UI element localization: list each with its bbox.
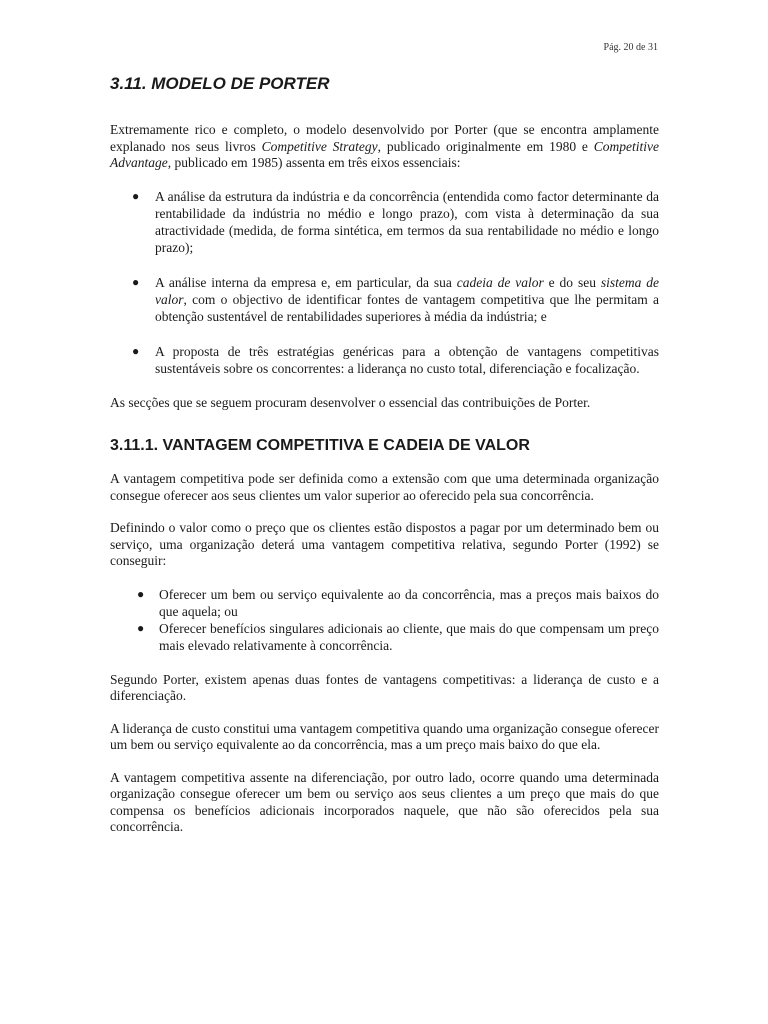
bullet-icon: ● — [137, 586, 145, 601]
list-item — [110, 188, 659, 256]
list-item-text: Oferecer um bem ou serviço equivalente ao da concorrência, mas a preços mais baixos do que aquela; ou — [159, 586, 659, 619]
paragraph: A vantagem competitiva assente na diferenciação, por outro lado, ocorre quando uma determinada organização consegue oferecer um bem ou serviço aos seus clientes a um preço que mais do que compensa os benefícios adicionais incorporados naquele, que não são oferecidos pela sua concorrência. — [110, 769, 659, 834]
list-item-text-2: e do seu — [543, 274, 601, 290]
list-item-text-1: A análise interna da empresa e, em particular, da sua — [155, 274, 457, 290]
bullet-icon: ● — [132, 188, 140, 203]
paragraph: Definindo o valor como o preço que os clientes estão dispostos a pagar por um determinado bem ou serviço, uma organização deterá uma vantagem competitiva relativa, segundo Porter (1992) se conseguir: — [110, 520, 659, 568]
axes-list — [110, 188, 659, 377]
list-item — [110, 586, 659, 620]
list-item-text: Oferecer benefícios singulares adicionais ao cliente, que mais do que compensam um preço mais elevado relativamente à concorrência. — [159, 620, 659, 653]
intro-book-1: Competitive Strategy — [261, 138, 378, 154]
list-item — [110, 620, 659, 654]
intro-text-3: , publicado em 1985) assenta em três eixos essenciais: — [167, 155, 461, 170]
bullet-icon: ● — [132, 343, 140, 358]
closing-paragraph: As secções que se seguem procuram desenvolver o essencial das contribuições de Porter. — [110, 394, 591, 410]
paragraph: Segundo Porter, existem apenas duas fontes de vantagens competitivas: a liderança de custo e a diferenciação. — [110, 671, 659, 703]
paragraph: A liderança de custo constitui uma vantagem competitiva quando uma organização consegue oferecer um bem ou serviço equivalente ao da concorrência, mas a um preço mais baixo do que ela. — [110, 720, 659, 752]
intro-book-2: Competitive Advantage — [110, 138, 659, 170]
list-item-term-2: sistema de valor — [155, 274, 659, 307]
bullet-icon: ● — [137, 620, 145, 635]
list-item — [110, 343, 659, 377]
section-title: 3.11. MODELO DE PORTER — [110, 74, 330, 93]
list-item-term-1: cadeia de valor — [456, 274, 544, 290]
intro-text-1: Extremamente rico e completo, o modelo desenvolvido por Porter (que se encontra amplamente explanado nos seus livros — [110, 122, 659, 154]
intro-paragraph — [110, 122, 659, 172]
list-item-text: A proposta de três estratégias genéricas para a obtenção de vantagens competitivas sustentáveis sobre os concorrentes: a liderança no custo total, diferenciação e focalização. — [155, 343, 659, 376]
page-content — [110, 74, 659, 852]
page-number: Pág. 20 de 31 — [603, 42, 658, 53]
list-item-text: A análise da estrutura da indústria e da concorrência (entendida como factor determinante da rentabilidade da indústria no médio e longo prazo), com vista à determinação da sua atractividade (medida, de forma sintética, em termos da sua rentabilidade no médio e longo prazo); — [155, 188, 659, 255]
bullet-icon: ● — [132, 274, 140, 289]
list-item-text-3: , com o objectivo de identificar fontes de vantagem competitiva que lhe permitam a obtenção sustentável de rentabilidades superiores à média da indústria; e — [155, 291, 659, 324]
subsection-title: 3.11.1. VANTAGEM COMPETITIVA E CADEIA DE VALOR — [110, 437, 530, 454]
intro-text-2: , publicado originalmente em 1980 e — [377, 138, 594, 154]
paragraph: A vantagem competitiva pode ser definida como a extensão com que uma determinada organização consegue oferecer aos seus clientes um valor superior ao oferecido pela sua concorrência. — [110, 471, 659, 503]
conditions-list — [110, 586, 659, 654]
list-item — [110, 274, 659, 325]
